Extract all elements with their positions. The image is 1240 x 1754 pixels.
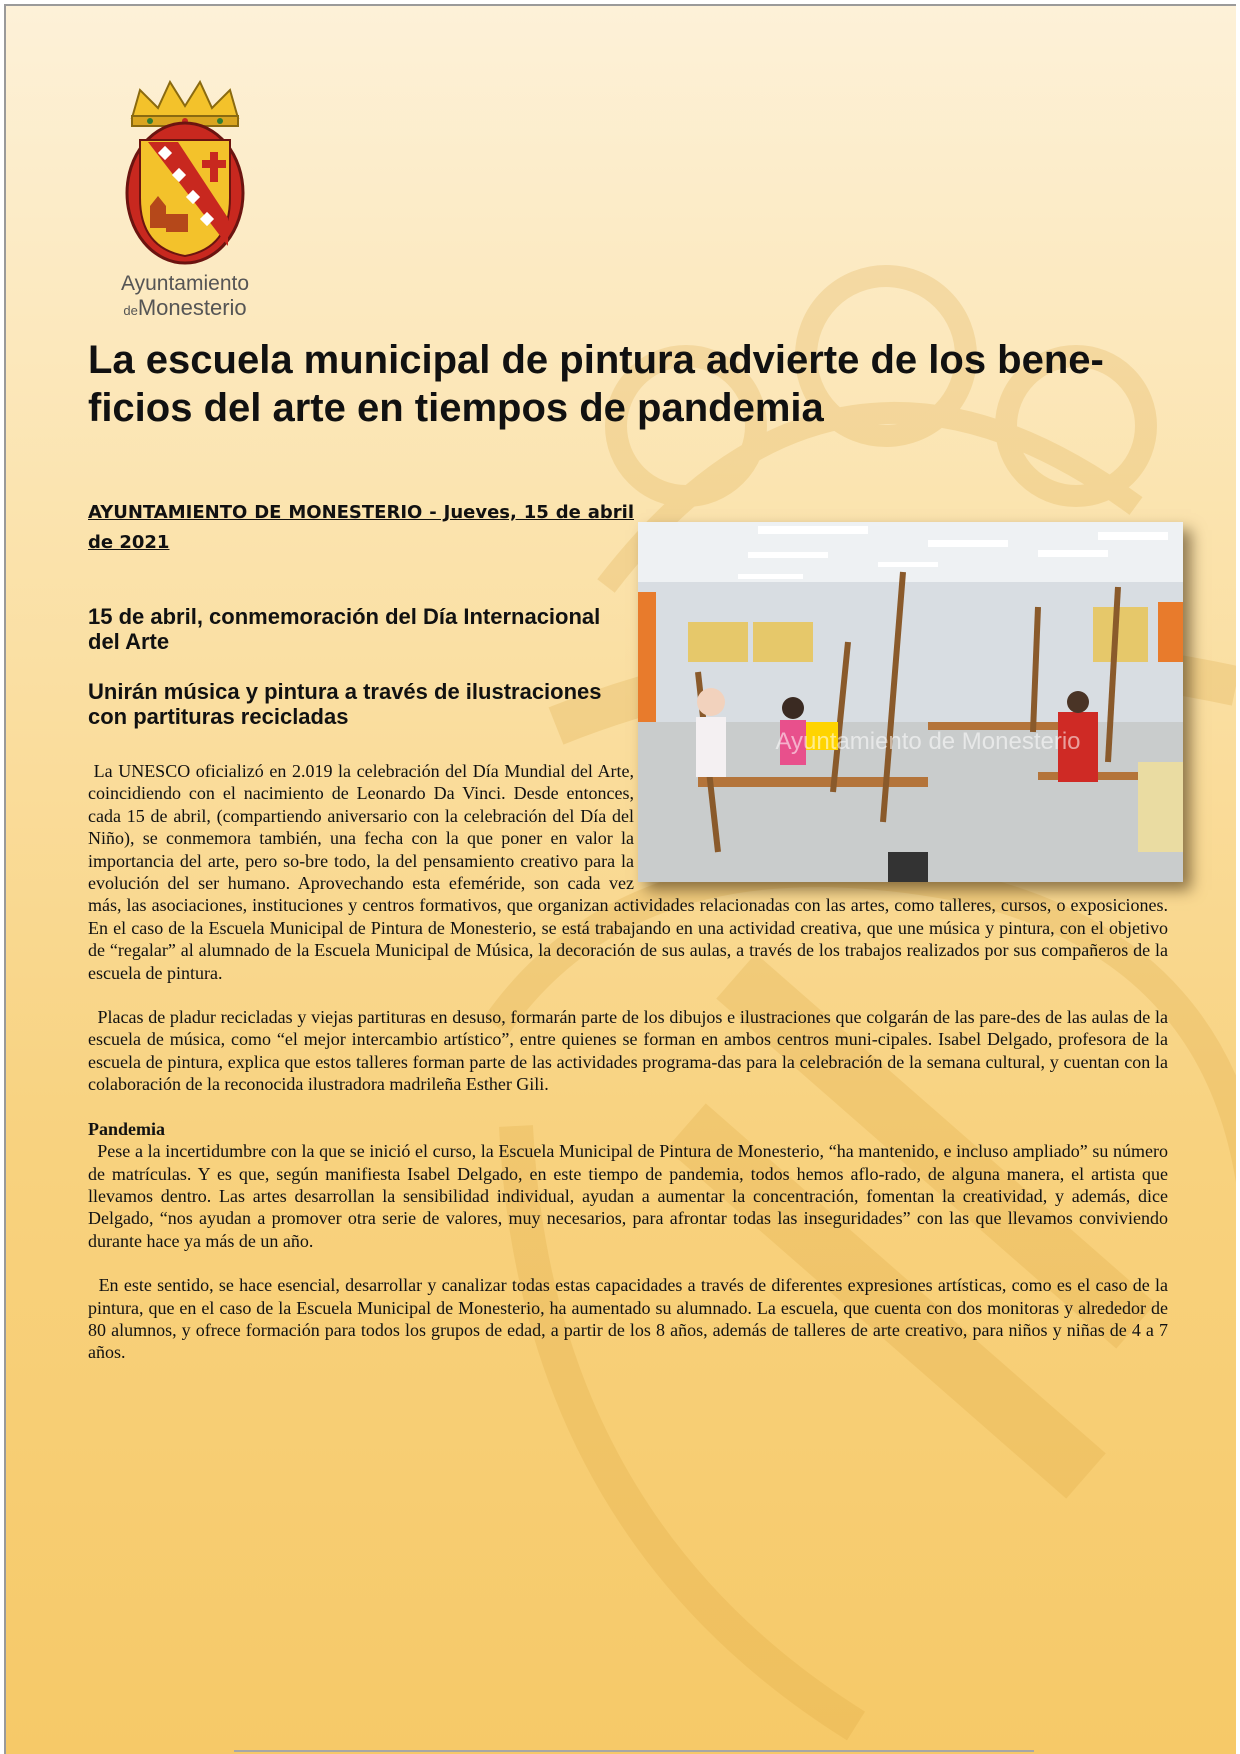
byline: AYUNTAMIENTO DE MONESTERIO - Jueves, 15 de abril de 2021 — [88, 502, 634, 553]
logo-line-1: Ayuntamiento — [120, 272, 250, 295]
footer-rule — [234, 1750, 1034, 1752]
paragraph-3 — [88, 1140, 1168, 1252]
paragraph-4-text: En este sentido, se hace esencial, desarrollar y canalizar todas estas capacidades a través de diferentes expresiones artísticas, como es el caso de la pintura, que en el caso de la Escuela Municipal de Monesterio, ha aumentado su alumnado. La escuela, que cuenta con dos monitoras y alrededor de 80 alumnos, y ofrece formación para todos los grupos de edad, a partir de los 8 años, además de talleres de arte creativo, para niños y niñas de 4 a 7 años. — [88, 1275, 1168, 1363]
paragraph-1-text: La UNESCO oficializó en 2.019 la celebración del Día Mundial del Arte, coincidiendo con el nacimiento de Leonardo Da Vinci. Desde entonces, cada 15 de abril, (compartiendo aniversario con la celebración del Día del Niño), se conmemora también, una fecha con la que poner en valor la importancia del arte, pero so-bre todo, la del pensamiento creativo para la evolución del ser humano. Aprovechando esta efeméride, son cada vez más, las asociaciones, instituciones y centros formativos, que organizan actividades relacionadas con las artes, como talleres, cursos, o exposiciones. En el caso de la Escuela Municipal de Pintura de Monesterio, se está trabajando en una actividad creativa, que une música y pintura, con el objetivo de “regalar” al alumnado de la Escuela Municipal de Música, la decoración de sus aulas, a través de los trabajos realizados por sus compañeros de la escuela de pintura. — [88, 761, 1168, 983]
paragraph-2 — [88, 1006, 1168, 1096]
paragraph-2-text: Placas de pladur recicladas y viejas partituras en desuso, formarán parte de los dibujos e ilustraciones que colgarán de las pare-des de las aulas de la escuela de música, como “el mejor intercambio artístico”, entre quienes se forman en ambos centros muni-cipales. Isabel Delgado, profesora de la escuela de pintura, explica que estos talleres forman parte de las actividades programa-das para la celebración de la semana cultural, y cuentan con la colaboración de la reconocida ilustradora madrileña Esther Gili. — [88, 1007, 1169, 1095]
logo-line-2-prefix: de — [123, 303, 138, 318]
paragraph-4 — [88, 1274, 1168, 1364]
subtitle-2: Unirán música y pintura a través de ilustraciones con partituras recicladas — [88, 679, 602, 729]
document-page — [4, 4, 1236, 1754]
logo-line-2 — [110, 296, 260, 323]
photo-wrap-space — [634, 760, 1168, 884]
paragraph-3-text: Pese a la incertidumbre con la que se inició el curso, la Escuela Municipal de Pintura de Monesterio, “ha mantenido, e incluso ampliado” su número de matrículas. Y es que, según manifiesta Isabel Delgado, en este tiempo de pandemia, todos hemos aflo-rado, de alguna manera, el artista que llevamos dentro. Las artes desarrollan la sensibilidad individual, ayudan a aumentar la concentración, fomentan la creatividad, y además, dice Delgado, “nos ayudan a promover otra serie de valores, muy necesarios, para afrontar todas las inseguridades” con las que llevamos conviviendo durante hace ya más de un año. — [88, 1141, 1168, 1251]
section-title-pandemia: Pandemia — [88, 1118, 166, 1139]
article-body — [88, 760, 1168, 1364]
article-title: La escuela municipal de pintura advierte de los bene-ficios del arte en tiempos de pandemia — [88, 338, 1104, 430]
logo-line-2-text: Monesterio — [137, 295, 247, 320]
subtitle-1: 15 de abril, conmemoración del Día Internacional del Arte — [88, 604, 601, 654]
coat-of-arms-icon — [120, 78, 250, 268]
municipal-logo — [110, 78, 258, 323]
photo-watermark-text: Ayuntamiento de Monesterio — [775, 728, 1081, 755]
